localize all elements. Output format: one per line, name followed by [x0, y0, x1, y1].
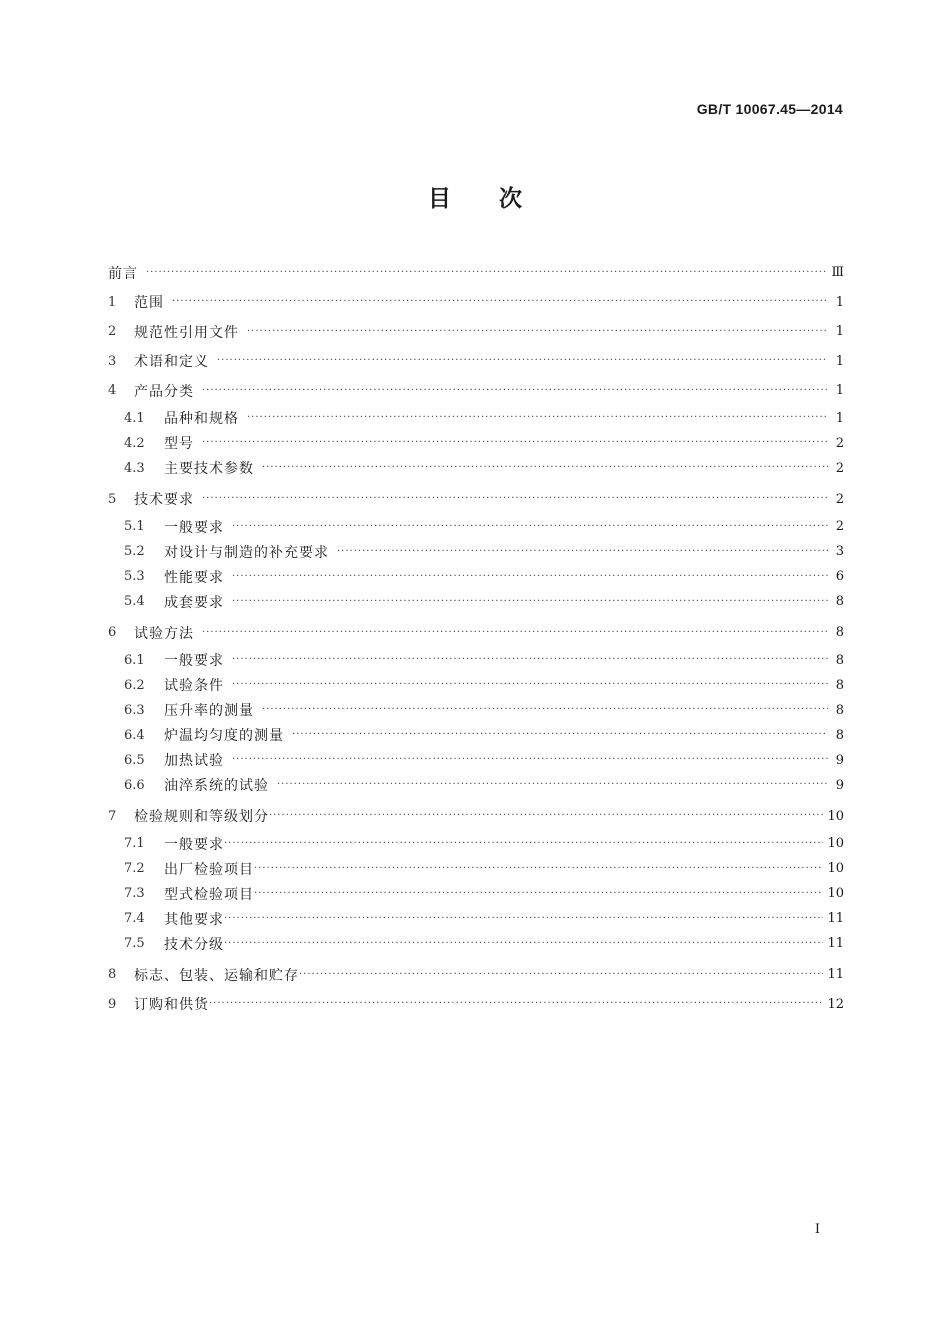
toc-entry-page: 3 — [835, 544, 844, 559]
toc-leader-dots — [247, 327, 828, 337]
toc-entry-number: 5.1 — [124, 519, 145, 534]
toc-entry-label: 型号 — [164, 436, 194, 452]
toc-entry-page: 2 — [835, 435, 844, 451]
toc-leader-dots — [337, 547, 828, 557]
toc-entry-page: 10 — [827, 836, 844, 851]
toc-entry-number: 1 — [108, 294, 117, 310]
toc-entry-section[interactable] — [108, 317, 844, 347]
toc-leader-dots — [232, 755, 828, 765]
toc-leader-dots — [202, 494, 828, 504]
toc-entry-subsection[interactable] — [108, 831, 844, 856]
toc-entry-page: 1 — [835, 294, 844, 310]
toc-entry-foreword[interactable] — [108, 258, 844, 288]
toc-entry-section[interactable] — [108, 960, 844, 990]
toc-leader-dots — [224, 914, 823, 924]
table-of-contents — [108, 258, 844, 1019]
toc-entry-number: 8 — [108, 967, 117, 983]
toc-entry-label: 一般要求 — [164, 836, 224, 853]
toc-entry-page: 1 — [835, 324, 844, 340]
toc-entry-subsection[interactable] — [108, 456, 844, 481]
toc-entry-label: 试验条件 — [164, 678, 224, 694]
toc-entry-label: 标志、包装、运输和贮存 — [134, 967, 299, 984]
toc-entry-page: 8 — [835, 594, 844, 609]
toc-leader-dots — [172, 297, 828, 307]
toc-leader-dots — [262, 463, 828, 473]
page-title: 目次 — [428, 186, 570, 212]
toc-entry-subsection[interactable] — [108, 931, 844, 956]
toc-leader-dots — [254, 864, 823, 874]
toc-entry-number: 6.3 — [124, 702, 145, 718]
toc-entry-page: 10 — [827, 886, 844, 901]
toc-entry-page: Ⅲ — [831, 265, 844, 281]
toc-entry-subsection[interactable] — [108, 698, 844, 723]
toc-entry-label: 炉温均匀度的测量 — [164, 728, 284, 744]
toc-leader-dots — [232, 522, 828, 532]
toc-entry-number: 6.6 — [124, 777, 145, 793]
toc-entry-page: 10 — [827, 861, 844, 876]
toc-leader-dots — [262, 705, 828, 715]
toc-entry-page: 9 — [835, 752, 844, 768]
toc-leader-dots — [202, 628, 828, 638]
toc-entry-section[interactable] — [108, 347, 844, 377]
toc-leader-dots — [232, 655, 828, 665]
toc-leader-dots — [202, 386, 828, 396]
toc-entry-subsection[interactable] — [108, 564, 844, 589]
toc-entry-number: 4.2 — [124, 435, 145, 451]
toc-leader-dots — [202, 438, 828, 448]
toc-entry-page: 8 — [835, 677, 844, 693]
toc-entry-page: 12 — [827, 996, 844, 1012]
toc-leader-dots — [232, 597, 828, 607]
toc-entry-section[interactable] — [108, 376, 844, 406]
toc-entry-number: 5 — [108, 491, 117, 507]
toc-entry-label: 范围 — [134, 295, 164, 312]
toc-entry-subsection[interactable] — [108, 514, 844, 539]
toc-entry-page: 8 — [835, 727, 844, 743]
toc-entry-subsection[interactable] — [108, 648, 844, 673]
toc-entry-number: 7.1 — [124, 836, 145, 851]
toc-entry-number: 6.1 — [124, 652, 145, 668]
toc-leader-dots — [209, 999, 823, 1009]
toc-entry-label: 前言 — [108, 265, 138, 282]
toc-entry-page: 8 — [835, 625, 844, 641]
toc-entry-subsection[interactable] — [108, 406, 844, 431]
toc-entry-number: 7 — [108, 808, 117, 824]
toc-entry-label: 产品分类 — [134, 383, 194, 400]
toc-entry-number: 4 — [108, 383, 117, 399]
toc-entry-page: 6 — [835, 569, 844, 584]
toc-leader-dots — [299, 970, 823, 980]
toc-entry-number: 2 — [108, 324, 117, 340]
toc-entry-subsection[interactable] — [108, 881, 844, 906]
toc-entry-number: 7.5 — [124, 936, 145, 951]
toc-entry-subsection[interactable] — [108, 431, 844, 456]
toc-entry-page: 11 — [827, 936, 844, 951]
toc-entry-subsection[interactable] — [108, 539, 844, 564]
toc-entry-page: 11 — [827, 967, 844, 983]
toc-entry-page: 9 — [835, 777, 844, 793]
toc-leader-dots — [254, 889, 823, 899]
toc-entry-number: 6 — [108, 625, 117, 641]
toc-entry-subsection[interactable] — [108, 723, 844, 748]
toc-leader-dots — [217, 356, 828, 366]
toc-entry-number: 6.4 — [124, 727, 145, 743]
toc-entry-label: 性能要求 — [164, 569, 224, 586]
toc-entry-number: 7.4 — [124, 911, 145, 926]
toc-entry-label: 油淬系统的试验 — [164, 778, 269, 794]
toc-entry-subsection[interactable] — [108, 773, 844, 798]
toc-leader-dots — [224, 839, 823, 849]
toc-entry-number: 5.2 — [124, 544, 145, 559]
toc-entry-label: 技术分级 — [164, 936, 224, 953]
toc-leader-dots — [232, 572, 828, 582]
toc-entry-label: 检验规则和等级划分 — [134, 809, 269, 826]
toc-entry-number: 7.3 — [124, 886, 145, 901]
toc-entry-page: 10 — [827, 808, 844, 824]
toc-leader-dots — [224, 939, 823, 949]
toc-entry-page: 8 — [835, 652, 844, 668]
toc-entry-section[interactable] — [108, 618, 844, 648]
toc-entry-page: 8 — [835, 702, 844, 718]
toc-entry-number: 5.4 — [124, 594, 145, 609]
toc-entry-subsection[interactable] — [108, 673, 844, 698]
toc-entry-subsection[interactable] — [108, 748, 844, 773]
toc-entry-subsection[interactable] — [108, 589, 844, 614]
toc-entry-label: 成套要求 — [164, 594, 224, 611]
toc-entry-number: 6.2 — [124, 677, 145, 693]
toc-entry-label: 一般要求 — [164, 519, 224, 536]
toc-entry-label: 试验方法 — [134, 625, 194, 642]
toc-entry-label: 一般要求 — [164, 653, 224, 669]
toc-entry-label: 压升率的测量 — [164, 703, 254, 719]
toc-entry-label: 对设计与制造的补充要求 — [164, 544, 329, 561]
toc-entry-number: 3 — [108, 353, 117, 369]
toc-leader-dots — [232, 680, 828, 690]
toc-leader-dots — [269, 811, 823, 821]
toc-leader-dots — [292, 730, 828, 740]
toc-entry-section[interactable] — [108, 802, 844, 832]
toc-entry-page: 1 — [835, 383, 844, 399]
toc-entry-label: 型式检验项目 — [164, 886, 254, 903]
toc-entry-label: 出厂检验项目 — [164, 861, 254, 878]
toc-entry-label: 主要技术参数 — [164, 461, 254, 477]
toc-entry-label: 其他要求 — [164, 911, 224, 928]
toc-entry-number: 4.3 — [124, 460, 145, 476]
toc-entry-label: 品种和规格 — [164, 411, 239, 427]
toc-entry-number: 6.5 — [124, 752, 145, 768]
toc-entry-label: 加热试验 — [164, 753, 224, 769]
toc-leader-dots — [277, 780, 828, 790]
standard-code: GB/T 10067.45—2014 — [696, 101, 843, 117]
page-number: I — [814, 1222, 820, 1237]
toc-entry-page: 11 — [827, 911, 844, 926]
toc-entry-section[interactable] — [108, 288, 844, 318]
toc-entry-number: 9 — [108, 996, 117, 1012]
toc-leader-dots — [146, 268, 827, 278]
toc-entry-number: 4.1 — [124, 410, 145, 426]
toc-entry-label: 规范性引用文件 — [134, 324, 239, 341]
toc-entry-page: 2 — [835, 519, 844, 534]
toc-entry-label: 术语和定义 — [134, 354, 209, 371]
toc-entry-page: 2 — [835, 491, 844, 507]
toc-leader-dots — [247, 413, 828, 423]
toc-entry-page: 1 — [835, 410, 844, 426]
toc-entry-section[interactable] — [108, 990, 844, 1020]
toc-entry-page: 2 — [835, 460, 844, 476]
toc-entry-number: 5.3 — [124, 569, 145, 584]
toc-entry-section[interactable] — [108, 485, 844, 515]
toc-entry-number: 7.2 — [124, 861, 145, 876]
toc-entry-page: 1 — [835, 353, 844, 369]
toc-entry-subsection[interactable] — [108, 856, 844, 881]
toc-entry-label: 订购和供货 — [134, 997, 209, 1014]
toc-entry-label: 技术要求 — [134, 492, 194, 509]
toc-entry-subsection[interactable] — [108, 906, 844, 931]
